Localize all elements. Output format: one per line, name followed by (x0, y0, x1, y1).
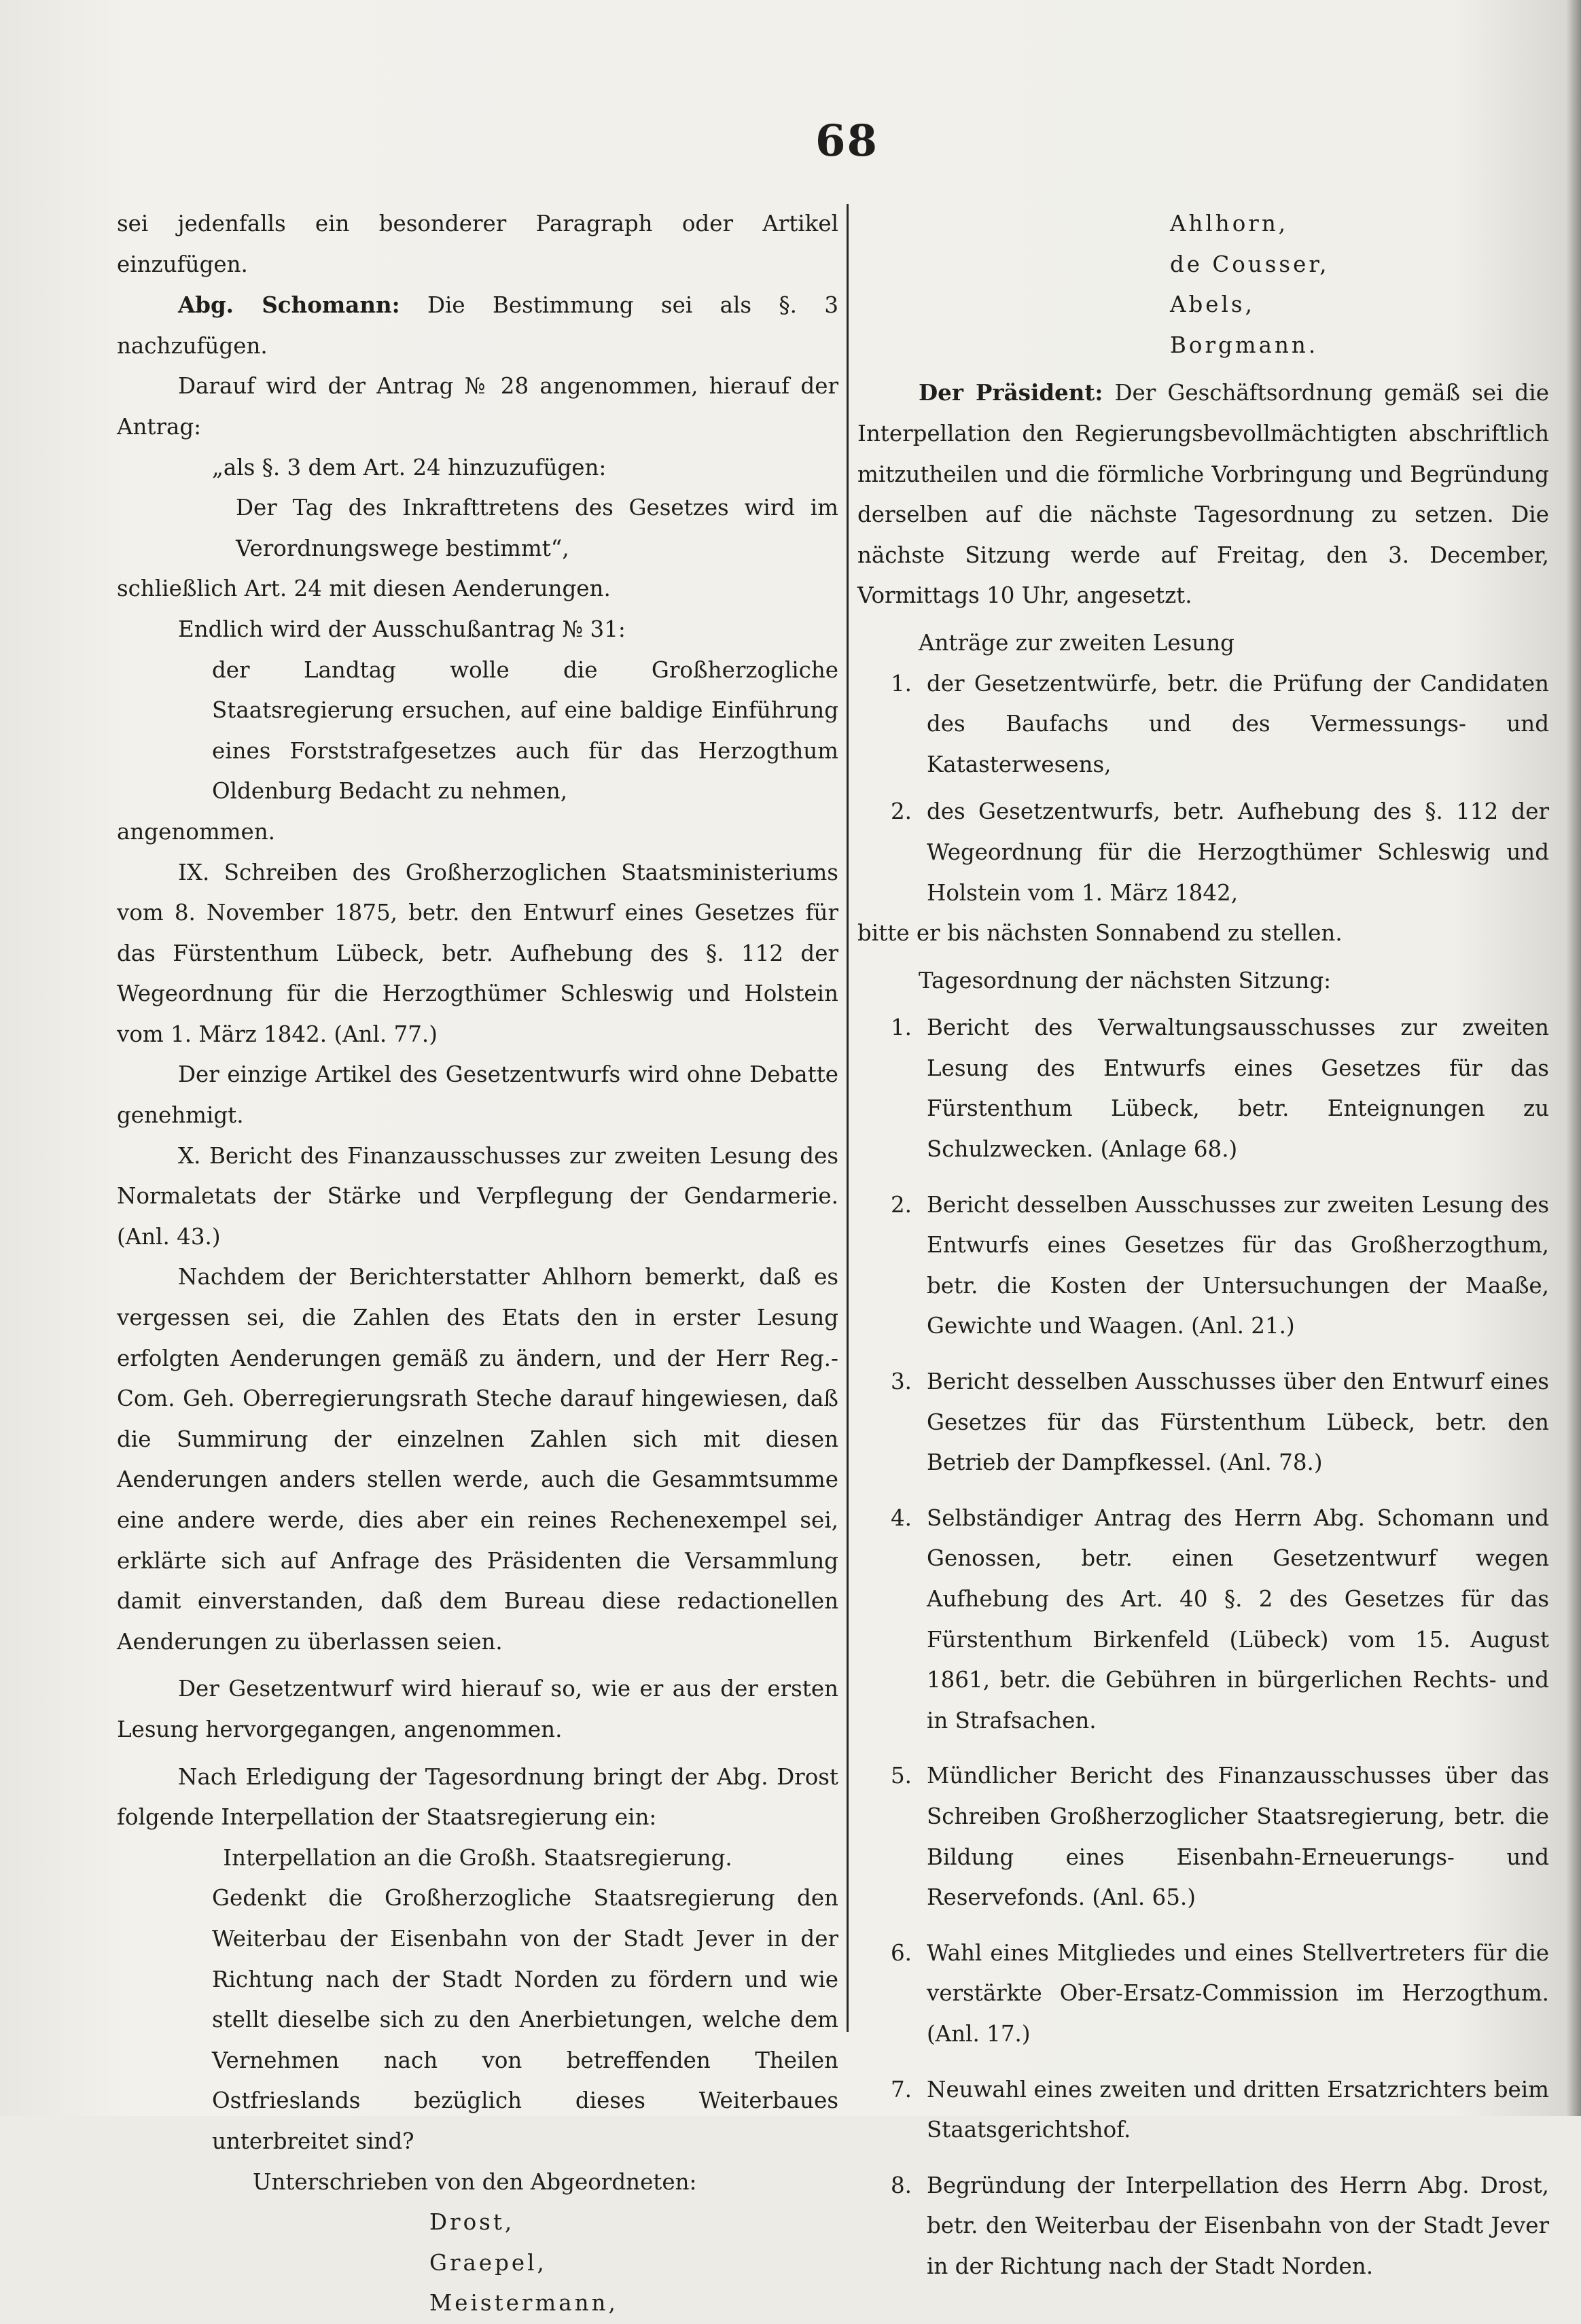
paragraph: bitte er bis nächsten Sonnabend zu stellen. (857, 920, 1343, 947)
paragraph: Nachdem der Berichterstatter Ahlhorn bemerkt, daß es vergessen sei, die Zahlen des Etats den in erster Lesung erfolgten Aenderungen gemäß zu ändern, und der Herr Reg.-Com. Geh. Oberregierungsrath Steche darauf hingewiesen, daß die Summirung der einzelnen Zahlen sich mit diesen Aenderungen anders stellen werde, auch die Gesammtsumme eine andere werde, dies aber ein reines Rechenexempel sei, erklärte sich auf Anfrage des Präsidenten die Versammlung damit einverstanden, daß dem Bureau diese redactionellen Aenderungen zu überlassen seien. (117, 1264, 838, 1655)
signatory-name: Meistermann, (429, 2290, 618, 2317)
list-text: Bericht desselben Ausschusses zur zweiten Lesung des Entwurfs eines Gesetzes für das Großherzogthum, betr. die Kosten der Untersuchungen der Maaße, Gewichte und Waagen. (Anl. 21.) (927, 1191, 1549, 1339)
paragraph: Nach Erledigung der Tagesordnung bringt der Abg. Drost folgende Interpellation der Staatsregierung ein: (117, 1763, 838, 1831)
signatories-intro: Unterschrieben von den Abgeordneten: (253, 2168, 697, 2195)
list-number: 4. (890, 1504, 912, 1531)
list-text: Mündlicher Bericht des Finanzausschusses über das Schreiben Großherzoglicher Staatsregierung, betr. die Bildung eines Eisenbahn-Erneuerungs- und Reservefonds. (Anl. 65.) (927, 1763, 1549, 1911)
agenda-list-item (857, 1185, 1549, 1347)
signatories-list-continued (857, 204, 1549, 366)
list-number: 1. (890, 670, 912, 697)
agenda-item-x: X. Bericht des Finanzausschusses zur zweiten Lesung des Normaletats der Stärke und Verpflegung der Gendarmerie. (Anl. 43.) (117, 1142, 838, 1250)
speaker-text: Der Geschäftsordnung gemäß sei die Interpellation den Regierungsbevollmächtigten abschriftlich mitzutheilen und die förmliche Vorbringung und Begründung derselben auf die nächste Tagesordnung zu setzen. Die nächste Sitzung werde auf Freitag, den 3. December, Vormittags 10 Uhr, angesetzt. (857, 380, 1549, 609)
list-number: 2. (890, 1191, 912, 1218)
list-number: 6. (890, 1939, 912, 1966)
paragraph: Der einzige Artikel des Gesetzentwurfs wird ohne Debatte genehmigt. (117, 1061, 838, 1129)
list-text: Selbständiger Antrag des Herrn Abg. Schomann und Genossen, betr. einen Gesetzentwurf wegen Aufhebung des Art. 40 §. 2 des Gesetzes für das Fürstenthum Birkenfeld (Lübeck) vom 15. August 1861, betr. die Gebühren in bürgerlichen Rechts- und in Strafsachen. (927, 1504, 1549, 1733)
signatory-name: Borgmann. (1170, 332, 1319, 358)
paragraph: sei jedenfalls ein besonderer Paragraph oder Artikel einzufügen. (117, 211, 838, 277)
list-number: 8. (890, 2172, 912, 2198)
page-number: 68 (815, 116, 879, 166)
left-column (117, 204, 838, 2324)
agenda-list-item (857, 2070, 1549, 2151)
signatory-name: de Cousser, (1170, 251, 1330, 277)
paragraph-speaker (857, 372, 1549, 616)
paragraph: Der Gesetzentwurf wird hierauf so, wie er aus der ersten Lesung hervorgegangen, angenommen. (117, 1676, 838, 1742)
list-number: 5. (890, 1763, 912, 1789)
list-number: 1. (890, 1015, 912, 1041)
signatory-name: Graepel, (429, 2249, 547, 2276)
section-heading: Anträge zur zweiten Lesung (919, 629, 1234, 656)
list-text: des Gesetzentwurfs, betr. Aufhebung des §. 112 der Wegeordnung für die Herzogthümer Schleswig und Holstein vom 1. März 1842, (927, 798, 1549, 906)
paragraph: schließlich Art. 24 mit diesen Aenderungen. (117, 576, 611, 602)
paragraph: Darauf wird der Antrag № 28 angenommen, hierauf der Antrag: (117, 373, 838, 440)
quote-text: Der Tag des Inkrafttretens des Gesetzes wird im Verordnungswege bestimmt“, (236, 495, 838, 561)
speaker-name: Der Präsident: (919, 379, 1103, 406)
list-number: 2. (890, 798, 912, 825)
signatory-name: Abels, (1170, 292, 1255, 318)
signatories-list (117, 2202, 838, 2324)
agenda-list-item (857, 1756, 1549, 1918)
list-text: Begründung der Interpellation des Herrn Abg. Drost, betr. den Weiterbau der Eisenbahn von der Stadt Jever in der Richtung nach der Stadt Norden. (927, 2172, 1549, 2279)
agenda-list-item (857, 1362, 1549, 1483)
signatory-name: Ahlhorn, (1170, 211, 1289, 236)
motion-text: der Landtag wolle die Großherzogliche Staatsregierung ersuchen, auf eine baldige Einführung eines Forststrafgesetzes auch für das Herzogthum Oldenburg Bedacht zu nehmen, (212, 656, 838, 805)
interpellation-text: Gedenkt die Großherzogliche Staatsregierung den Weiterbau der Eisenbahn von der Stadt Jever in der Richtung nach der Stadt Norden zu fördern und wie stellt dieselbe sich zu den Anerbietungen, welche dem Vernehmen nach von betreffenden Theilen Ostfrieslands bezüglich dieses Weiterbaues unterbreitet sind? (212, 1885, 838, 2154)
list-number: 3. (890, 1369, 912, 1395)
list-item (857, 664, 1549, 786)
page-edge-shadow (1566, 0, 1581, 2116)
list-text: Wahl eines Mitgliedes und eines Stellvertreters für die verstärkte Ober-Ersatz-Commission im Herzogthum. (Anl. 17.) (927, 1939, 1549, 2047)
speaker-text: Die Bestimmung sei als §. 3 nachzufügen. (117, 292, 838, 359)
signatory-name: Drost, (429, 2209, 515, 2236)
list-text: Bericht des Verwaltungsausschusses zur zweiten Lesung des Entwurfs eines Gesetzes für das Fürstenthum Lübeck, betr. Enteignungen zu Schulzwecken. (Anlage 68.) (927, 1015, 1549, 1163)
list-text: Bericht desselben Ausschusses über den Entwurf eines Gesetzes für das Fürstenthum Lübeck, betr. den Betrieb der Dampfkessel. (Anl. 78.) (927, 1369, 1549, 1476)
list-number: 7. (890, 2076, 912, 2102)
agenda-item-ix: IX. Schreiben des Großherzoglichen Staatsministeriums vom 8. November 1875, betr. den Entwurf eines Gesetzes für das Fürstenthum Lübeck, betr. Aufhebung des §. 112 der Wegeordnung für die Herzogthümer Schleswig und Holstein vom 1. März 1842. (Anl. 77.) (117, 859, 838, 1047)
agenda-list-item (857, 1933, 1549, 2055)
list-text: der Gesetzentwürfe, betr. die Prüfung der Candidaten des Baufachs und des Vermessungs- und Katasterwesens, (927, 670, 1549, 777)
list-text: Neuwahl eines zweiten und dritten Ersatzrichters beim Staatsgerichtshof. (927, 2076, 1549, 2143)
right-column (857, 204, 1549, 2287)
column-divider (847, 204, 849, 2032)
interpellation-title: Interpellation an die Großh. Staatsregierung. (223, 1844, 732, 1871)
paragraph: Endlich wird der Ausschußantrag № 31: (178, 616, 626, 642)
agenda-list-item (857, 1498, 1549, 1742)
paragraph-speaker (117, 285, 838, 366)
agenda-list-item (857, 2166, 1549, 2287)
list-item (857, 792, 1549, 913)
speaker-name: Abg. Schomann: (178, 292, 400, 319)
section-heading: Tagesordnung der nächsten Sitzung: (919, 967, 1332, 993)
paragraph: angenommen. (117, 818, 275, 845)
agenda-list-item (857, 1008, 1549, 1169)
quote-opening: „als §. 3 dem Art. 24 hinzuzufügen: (212, 454, 607, 480)
